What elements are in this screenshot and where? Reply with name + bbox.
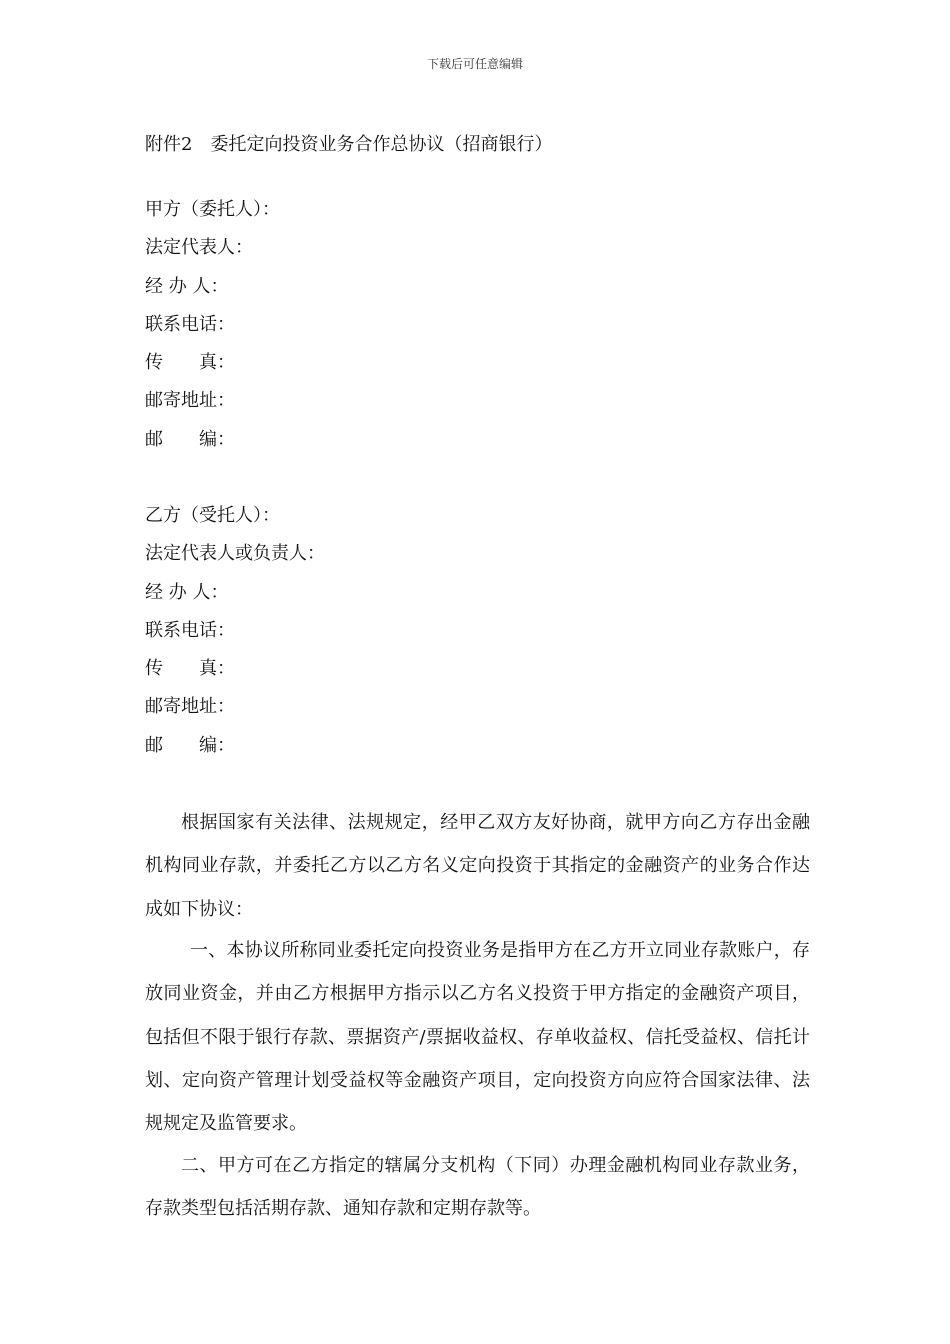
header-note: 下载后可任意编辑 <box>426 57 523 71</box>
party-b-mailing-address: 邮寄地址： <box>145 696 235 718</box>
document-title: 附件2 委托定向投资业务合作总协议（招商银行） <box>145 134 553 155</box>
clause-1-text: 一、本协议所称同业委托定向投资业务是指甲方在乙方开立同业存款账户，存放同业资金，并由乙方根据甲方指示以乙方名义投资于甲方指定的金融资产项目，包括但不限于银行存款、票据资产/票据收益权、存单收益权、信托受益权、信托计划、定向资产管理计划受益权等金融资产项目，定向投资方向应符合国家法律、法规规定及监管要求。 <box>145 940 810 1135</box>
party-b-legal-representative: 法定代表人或负责人： <box>145 543 325 565</box>
clause-2-paragraph <box>145 1144 810 1231</box>
party-b-handler: 经 办 人： <box>145 581 229 603</box>
party-b-heading: 乙方（受托人）： <box>145 505 280 526</box>
party-a-postcode: 邮 编： <box>145 428 235 450</box>
clause-2-text: 二、甲方可在乙方指定的辖属分支机构（下同）办理金融机构同业存款业务，存款类型包括活期存款、通知存款和定期存款等。 <box>145 1155 810 1220</box>
party-a-fax: 传 真： <box>145 352 235 374</box>
party-a-handler: 经 办 人： <box>145 275 229 297</box>
party-a-mailing-address: 邮寄地址： <box>145 390 235 412</box>
party-b-fax: 传 真： <box>145 658 235 680</box>
party-b-phone: 联系电话： <box>145 619 235 641</box>
party-b-block <box>145 506 325 774</box>
clause-1-paragraph <box>145 929 810 1145</box>
party-b-postcode: 邮 编： <box>145 734 235 756</box>
party-a-block <box>145 200 280 468</box>
party-a-legal-representative: 法定代表人： <box>145 237 253 259</box>
party-a-phone: 联系电话： <box>145 313 235 335</box>
intro-text: 根据国家有关法律、法规规定，经甲乙双方友好协商，就甲方向乙方存出金融机构同业存款，并委托乙方以乙方名义定向投资于其指定的金融资产的业务合作达成如下协议： <box>145 812 810 920</box>
party-a-heading: 甲方（委托人）： <box>145 199 280 220</box>
intro-paragraph <box>145 801 810 931</box>
